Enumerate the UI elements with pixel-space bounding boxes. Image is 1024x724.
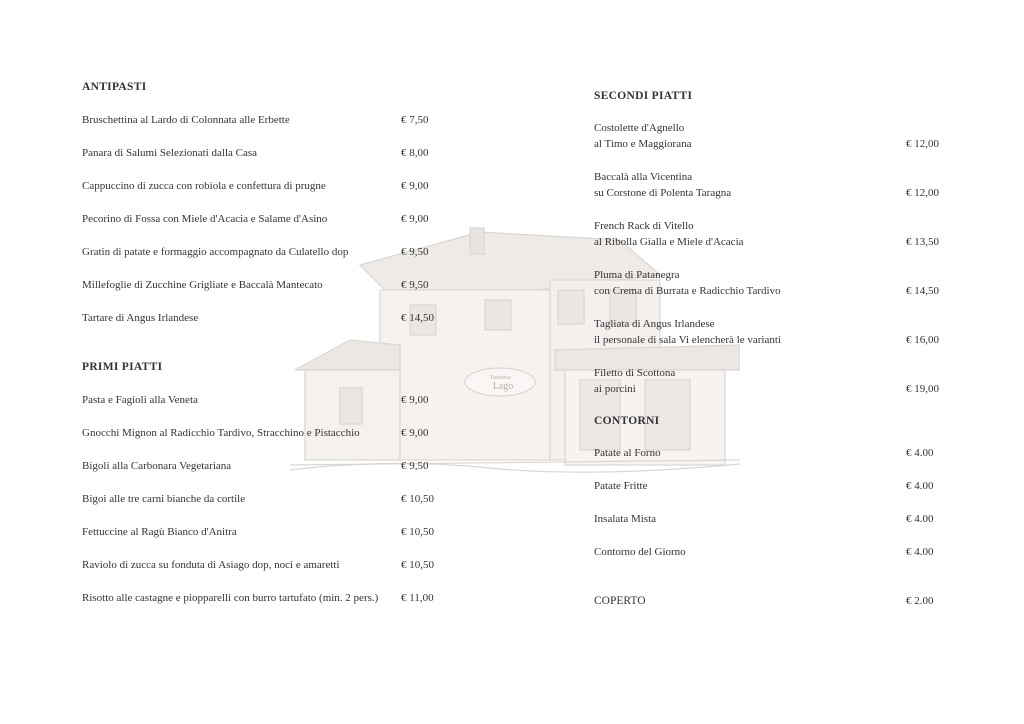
menu-item <box>82 524 462 540</box>
coperto-label: COPERTO <box>594 595 646 607</box>
item-name-line2: con Crema di Burrata e Radicchio Tardivo <box>594 285 781 297</box>
item-name: Insalata Mista <box>594 513 657 525</box>
item-price: € 10,50 <box>401 559 434 571</box>
secondi-heading: SECONDI PIATTI <box>594 90 693 102</box>
item-name-line1: Baccalà alla Vicentina <box>594 171 693 183</box>
item-price: € 4.00 <box>906 480 934 492</box>
item-price: € 14,50 <box>906 285 939 297</box>
item-name: Fettuccine al Ragù Bianco d'Anitra <box>82 526 237 538</box>
item-price: € 9,50 <box>401 279 429 291</box>
item-price: € 14,50 <box>401 312 434 324</box>
item-name-line2: il personale di sala Vi elencherà le varianti <box>594 334 781 346</box>
item-price: € 9,00 <box>401 427 429 439</box>
item-price: € 12,00 <box>906 138 939 150</box>
item-price: € 9,00 <box>401 394 429 406</box>
item-price: € 11,00 <box>401 592 434 604</box>
right-column <box>594 89 944 609</box>
item-price: € 19,00 <box>906 383 939 395</box>
contorni-list <box>594 445 944 560</box>
item-price: € 9,50 <box>401 460 429 472</box>
item-price: € 4.00 <box>906 513 934 525</box>
menu-item <box>82 211 462 227</box>
item-name: Gratin di patate e formaggio accompagnato da Culatello dop <box>82 246 349 258</box>
item-price: € 13,50 <box>906 236 939 248</box>
item-name-line2: ai porcini <box>594 383 636 395</box>
item-price: € 9,00 <box>401 180 429 192</box>
item-price: € 9,00 <box>401 213 429 225</box>
coperto-row <box>594 593 944 609</box>
coperto-price: € 2.00 <box>906 595 934 607</box>
menu-item <box>594 120 944 152</box>
item-name: Tartare di Angus Irlandese <box>82 312 199 324</box>
menu-item <box>82 491 462 507</box>
menu-item <box>82 310 462 326</box>
item-price: € 8,00 <box>401 147 429 159</box>
item-name: Bigoi alle tre carni bianche da cortile <box>82 493 246 505</box>
primi-heading: PRIMI PIATTI <box>82 361 163 373</box>
menu-item <box>82 590 462 606</box>
item-name-line2: su Corstone di Polenta Taragna <box>594 187 732 199</box>
item-price: € 10,50 <box>401 493 434 505</box>
item-name: Bruschettina al Lardo di Colonnata alle Erbette <box>82 114 290 126</box>
menu-item <box>82 145 462 161</box>
menu-item <box>594 445 944 461</box>
item-name: Patate Fritte <box>594 480 648 492</box>
menu-item <box>594 478 944 494</box>
item-price: € 4.00 <box>906 447 934 459</box>
item-name: Risotto alle castagne e piopparelli con burro tartufato (min. 2 pers.) <box>82 592 379 604</box>
item-name-line1: Costolette d'Agnello <box>594 122 685 134</box>
antipasti-list <box>82 112 462 326</box>
item-name-line2: al Timo e Maggiorana <box>594 138 692 150</box>
item-price: € 9,50 <box>401 246 429 258</box>
item-price: € 12,00 <box>906 187 939 199</box>
menu-item <box>82 557 462 573</box>
menu-item <box>594 169 944 201</box>
item-price: € 16,00 <box>906 334 939 346</box>
secondi-list <box>594 120 944 397</box>
item-name: Millefoglie di Zucchine Grigliate e Baccalà Mantecato <box>82 279 323 291</box>
menu-item <box>82 277 462 293</box>
menu-item <box>82 458 462 474</box>
menu-item <box>82 178 462 194</box>
antipasti-heading: ANTIPASTI <box>82 81 147 93</box>
item-name-line1: French Rack di Vitello <box>594 220 694 232</box>
item-name: Raviolo di zucca su fonduta di Asiago dop, noci e amaretti <box>82 559 340 571</box>
item-name-line1: Tagliata di Angus Irlandese <box>594 318 715 330</box>
item-name-line1: Pluma di Patanegra <box>594 269 680 281</box>
item-name: Bigoli alla Carbonara Vegetariana <box>82 460 232 472</box>
item-price: € 10,50 <box>401 526 434 538</box>
item-name: Contorno del Giorno <box>594 546 686 558</box>
item-name: Pecorino di Fossa con Miele d'Acacia e Salame d'Asino <box>82 213 328 225</box>
menu-item <box>82 112 462 128</box>
svg-text:Trattoria: Trattoria <box>489 375 511 381</box>
menu-item <box>594 267 944 299</box>
item-price: € 4.00 <box>906 546 934 558</box>
contorni-heading: CONTORNI <box>594 415 660 427</box>
item-name-line1: Filetto di Scottona <box>594 367 676 379</box>
item-name: Panara di Salumi Selezionati dalla Casa <box>82 147 258 159</box>
menu-item <box>82 392 462 408</box>
item-price: € 7,50 <box>401 114 429 126</box>
menu-item <box>594 511 944 527</box>
left-column <box>82 80 462 606</box>
item-name: Cappuccino di zucca con robiola e confettura di prugne <box>82 180 326 192</box>
menu-item <box>594 316 944 348</box>
menu-item <box>594 544 944 560</box>
menu-item <box>594 365 944 397</box>
menu-item <box>82 244 462 260</box>
menu-item <box>594 218 944 250</box>
svg-text:Lago: Lago <box>492 381 514 392</box>
menu-item <box>82 425 462 441</box>
item-name: Patate al Forno <box>594 447 661 459</box>
primi-list <box>82 392 462 606</box>
item-name: Pasta e Fagioli alla Veneta <box>82 394 198 406</box>
item-name: Gnocchi Mignon al Radicchio Tardivo, Stracchino e Pistacchio <box>82 427 360 439</box>
item-name-line2: al Ribolla Gialla e Miele d'Acacia <box>594 236 744 248</box>
